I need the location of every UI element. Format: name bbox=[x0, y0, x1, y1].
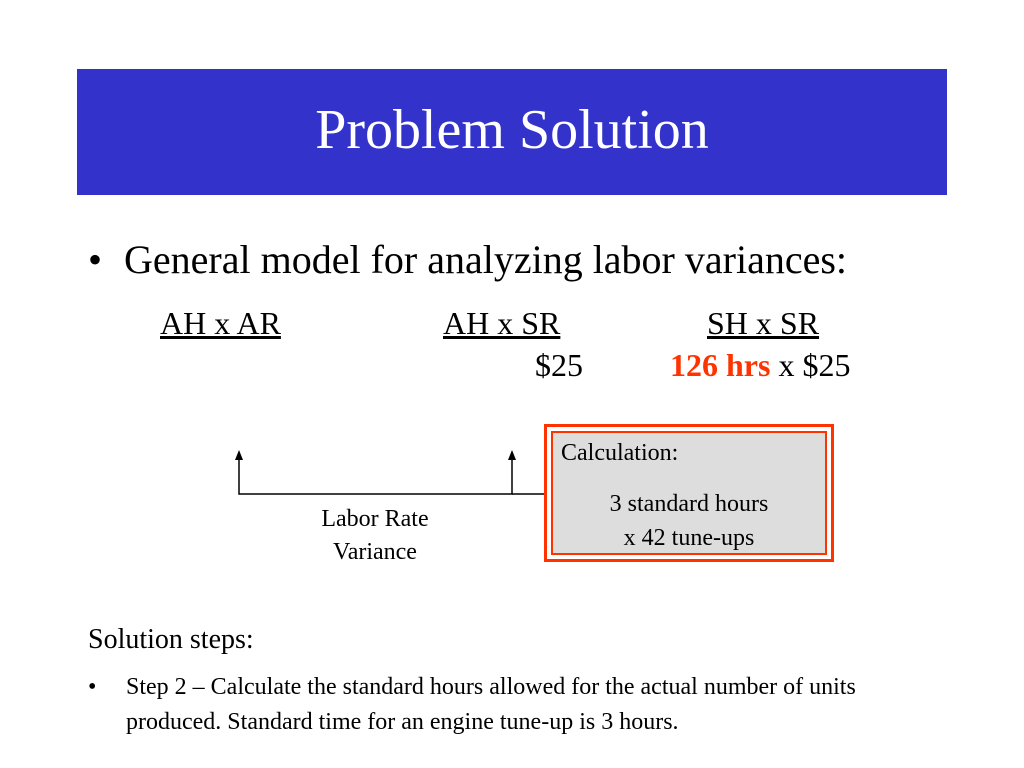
column-header-ah-sr: AH x SR bbox=[443, 305, 561, 341]
bullet-text: General model for analyzing labor variances: bbox=[124, 237, 848, 282]
column-header-sh-sr: SH x SR bbox=[707, 305, 820, 341]
calculation-box-inner bbox=[551, 431, 827, 555]
calculation-box bbox=[544, 424, 834, 562]
variance-bracket-line bbox=[239, 458, 512, 494]
calculation-line-2: x 42 tune-ups bbox=[623, 525, 755, 552]
right-arrow-head-icon bbox=[508, 450, 516, 460]
labor-rate-variance-label: Labor Rate Variance bbox=[321, 506, 429, 566]
ah-sr-rate: $25 bbox=[535, 347, 583, 383]
standard-hours-value: 126 hrs bbox=[670, 347, 771, 383]
solution-steps-heading: Solution steps: bbox=[88, 624, 254, 655]
left-arrow-head-icon bbox=[235, 450, 243, 460]
solution-step-item bbox=[88, 670, 948, 740]
bullet-marker: • bbox=[88, 237, 103, 282]
column-header-ah-ar: AH x AR bbox=[160, 305, 281, 341]
solution-step-text: Step 2 – Calculate the standard hours allowed for the actual number of units produced. Standard time for an engine tune-up is 3 hours. bbox=[126, 674, 856, 735]
slide-title: Problem Solution bbox=[315, 99, 709, 161]
sh-sr-rate: x $25 bbox=[778, 347, 851, 383]
calculation-body bbox=[553, 487, 825, 555]
step-bullet-marker: • bbox=[88, 674, 97, 700]
calculation-title: Calculation: bbox=[561, 440, 679, 466]
calculation-line-1: 3 standard hours bbox=[609, 491, 769, 517]
